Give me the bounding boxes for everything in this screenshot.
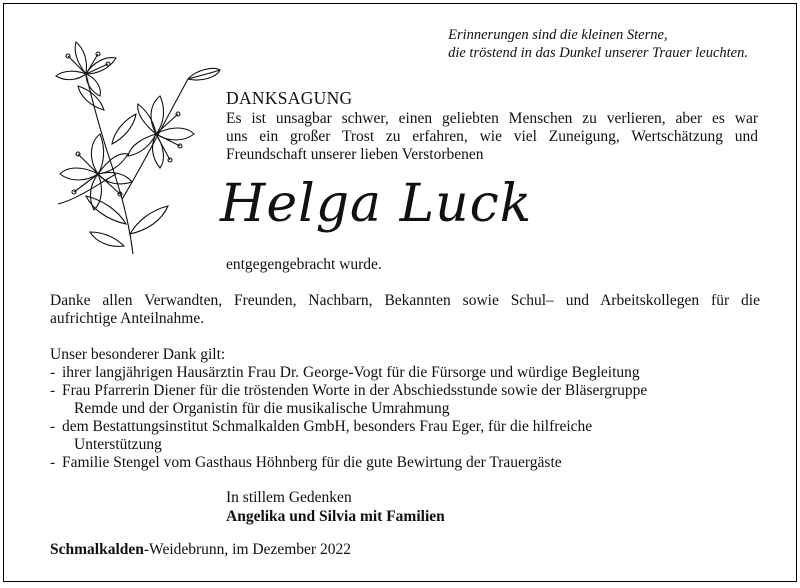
thanks-line-2: aufrichtige Anteilnahme. (50, 310, 205, 327)
list-item-line: Unterstützung (74, 436, 162, 453)
thanks-paragraph (50, 292, 760, 328)
closing-phrase: In stillem Gedenken (226, 489, 352, 506)
place-date-rest: -Weidebrunn, im Dezember 2022 (143, 541, 351, 558)
signatories: Angelika und Silvia mit Familien (226, 508, 445, 525)
obituary-notice (3, 3, 797, 582)
thanks-line-1: Danke allen Verwandten, Freunden, Nachbarn, Bekannten sowie Schul– und Arbeitskollegen für die (50, 292, 760, 309)
list-item-line: Remde und der Organistin für die musikalische Umrahmung (74, 400, 450, 417)
list-item-line: Frau Pfarrerin Diener für die tröstenden Worte in der Abschiedsstunde sowie der Bläsergruppe (62, 382, 648, 399)
special-thanks-intro: Unser besonderer Dank gilt: (50, 346, 226, 363)
motto-line-1: Erinnerungen sind die kleinen Sterne, (448, 27, 668, 43)
intro-line-2: uns ein großer Trost zu erfahren, wie viel Zuneigung, Wertschätzung und (226, 128, 758, 145)
list-item: - Frau Pfarrerin Diener für die tröstenden Worte in der Abschiedsstunde sowie der Bläsergruppe Remde und der Organistin für die musikalische Umrahmung (50, 382, 648, 417)
after-name-text: entgegengebracht wurde. (226, 256, 382, 273)
list-item-line: ihrer langjährigen Hausärztin Frau Dr. George-Vogt für die Fürsorge und würdige Begleitung (62, 364, 640, 381)
heading-danksagung: DANKSAGUNG (226, 88, 353, 108)
list-item: - Familie Stengel vom Gasthaus Höhnberg für die gute Bewirtung der Trauergäste (50, 454, 562, 471)
intro-paragraph (226, 110, 758, 164)
deceased-name: Helga Luck (220, 174, 533, 234)
place-date (50, 541, 351, 559)
list-item-line: Familie Stengel vom Gasthaus Höhnberg für die gute Bewirtung der Trauergäste (62, 454, 562, 471)
motto-line-2: die tröstend in das Dunkel unserer Trauer leuchten. (448, 45, 748, 61)
intro-line-3: Freundschaft unserer lieben Verstorbenen (226, 146, 484, 163)
place-city: Schmalkalden (50, 541, 144, 558)
list-item: - dem Bestattungsinstitut Schmalkalden GmbH, besonders Frau Eger, für die hilfreiche Unterstützung (50, 418, 593, 453)
closing-block (226, 488, 445, 526)
list-item-line: dem Bestattungsinstitut Schmalkalden GmbH, besonders Frau Eger, für die hilfreiche (62, 418, 593, 435)
special-thanks (50, 346, 760, 472)
list-item: - ihrer langjährigen Hausärztin Frau Dr. George-Vogt für die Fürsorge und würdige Begleitung (50, 364, 640, 381)
intro-line-1: Es ist unsagbar schwer, einen geliebten Menschen zu verlieren, aber es war (226, 110, 758, 127)
motto-quote (448, 26, 748, 62)
lily-illustration (38, 34, 228, 256)
